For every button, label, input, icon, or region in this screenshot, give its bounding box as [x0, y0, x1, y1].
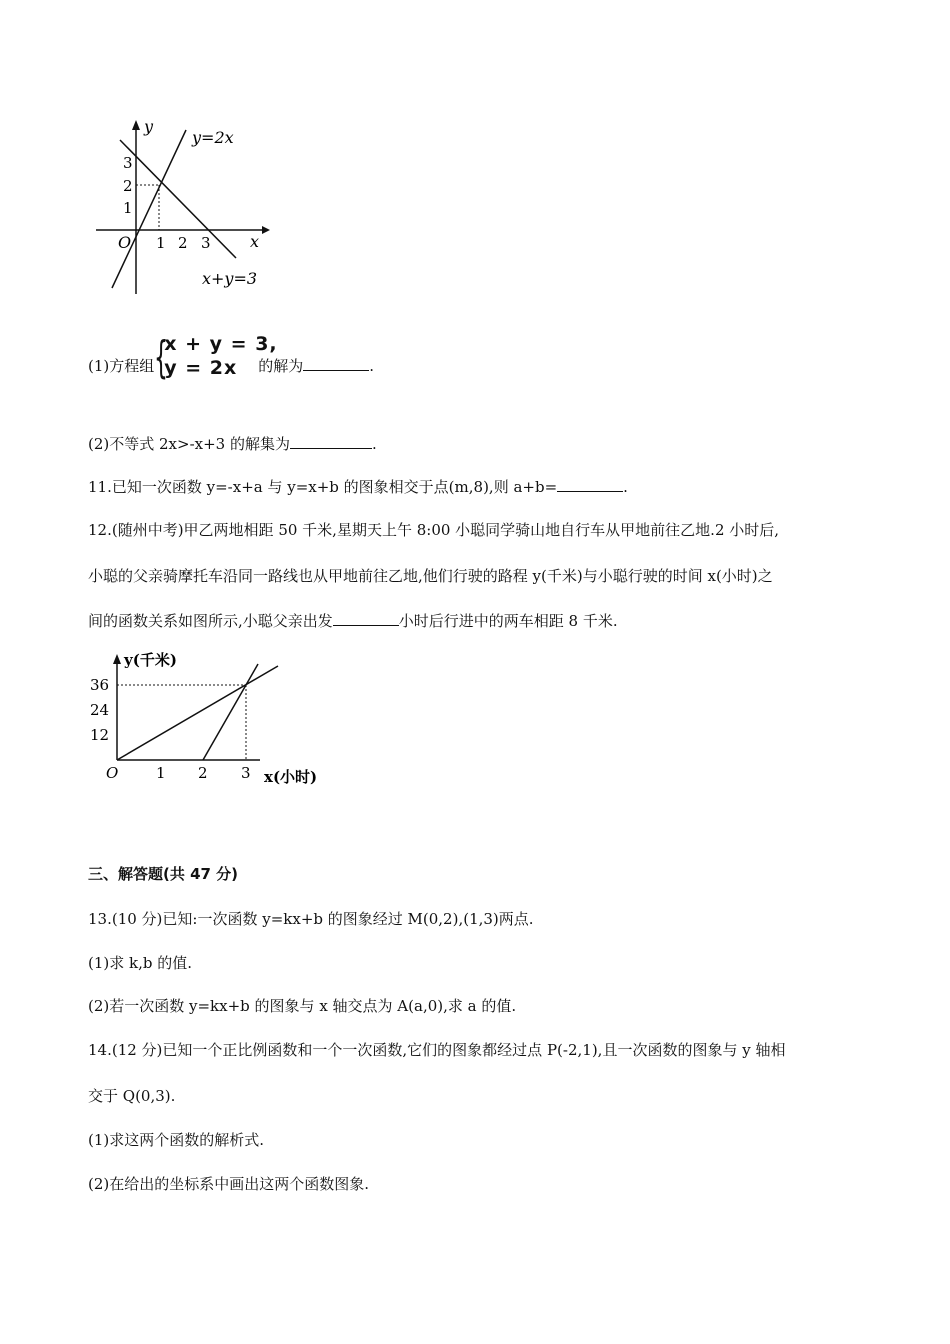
line1-label: y=2x — [192, 128, 234, 147]
q10-part1 — [88, 332, 375, 383]
line-xiaocong — [117, 666, 278, 760]
x-tick-label: 2 — [198, 764, 208, 782]
period: . — [369, 357, 375, 375]
section-heading: 三、解答题(共 47 分) — [88, 865, 239, 883]
answer-blank — [303, 356, 369, 371]
y-axis-label: y — [144, 117, 154, 136]
x-tick-label: 3 — [201, 234, 211, 252]
figure-distance-time — [88, 650, 348, 796]
q11 — [88, 477, 628, 497]
q14-part1: (1)求这两个函数的解析式. — [88, 1131, 265, 1149]
y-axis-label: y(千米) — [124, 651, 177, 669]
y-tick-label: 36 — [90, 676, 110, 694]
q10-part1-prefix: (1)方程组 — [88, 357, 155, 375]
q10-part2-text: (2)不等式 2x>-x+3 的解集为 — [88, 435, 290, 453]
x-tick-label: 1 — [156, 764, 166, 782]
x-axis-label: x(小时) — [264, 768, 318, 786]
q13-part1: (1)求 k,b 的值. — [88, 954, 193, 972]
q14-part2: (2)在给出的坐标系中画出这两个函数图象. — [88, 1175, 370, 1193]
q12-line3-prefix: 间的函数关系如图所示,小聪父亲出发 — [88, 612, 333, 630]
answer-blank — [290, 434, 372, 449]
q10-part2 — [88, 434, 377, 454]
answer-blank — [333, 611, 399, 626]
q12-line3-suffix: 小时后行进中的两车相距 8 千米. — [398, 612, 618, 630]
y-tick-label: 3 — [123, 154, 133, 172]
y-axis-arrow — [113, 654, 121, 664]
figure-intersecting-lines — [90, 112, 290, 297]
q14-stem-line1: 14.(12 分)已知一个正比例函数和一个一次函数,它们的图象都经过点 P(-2,1),且一次函数的图象与 y 轴相 — [88, 1041, 786, 1059]
y-tick-label: 2 — [123, 177, 133, 195]
x-tick-label: 3 — [241, 764, 251, 782]
q11-text: 11.已知一次函数 y=-x+a 与 y=x+b 的图象相交于点(m,8),则 a+b= — [88, 478, 558, 496]
x-tick-label: 1 — [156, 234, 166, 252]
brace-icon: { — [154, 332, 169, 383]
y-tick-label: 1 — [123, 199, 133, 217]
line2-label: x+y=3 — [202, 269, 258, 288]
period: . — [372, 435, 377, 453]
q13-stem: 13.(10 分)已知:一次函数 y=kx+b 的图象经过 M(0,2),(1,3)两点. — [88, 910, 534, 928]
origin-label: O — [118, 233, 132, 252]
origin-label: O — [106, 764, 119, 782]
q12-line3 — [88, 611, 618, 631]
equation-system — [154, 332, 278, 383]
y-tick-label: 12 — [90, 726, 110, 744]
y-axis-arrow — [132, 120, 140, 130]
x-axis-arrow — [262, 226, 270, 234]
answer-blank — [557, 477, 623, 492]
q12-line2: 小聪的父亲骑摩托车沿同一路线也从甲地前往乙地,他们行驶的路程 y(千米)与小聪行驶的时间 x(小时)之 — [88, 567, 773, 585]
x-axis-label: x — [250, 232, 260, 251]
y-tick-label: 24 — [90, 701, 110, 719]
q13-part2: (2)若一次函数 y=kx+b 的图象与 x 轴交点为 A(a,0),求 a 的值. — [88, 997, 517, 1015]
equation-2: y = 2x — [164, 357, 238, 379]
equation-1: x + y = 3, — [164, 333, 278, 355]
x-tick-label: 2 — [178, 234, 188, 252]
q14-stem-line2: 交于 Q(0,3). — [88, 1087, 176, 1105]
q10-part1-suffix: 的解为 — [258, 357, 304, 375]
period: . — [623, 478, 628, 496]
q12-line1: 12.(随州中考)甲乙两地相距 50 千米,星期天上午 8:00 小聪同学骑山地自行车从甲地前往乙地.2 小时后, — [88, 521, 780, 539]
line-father — [203, 664, 258, 760]
